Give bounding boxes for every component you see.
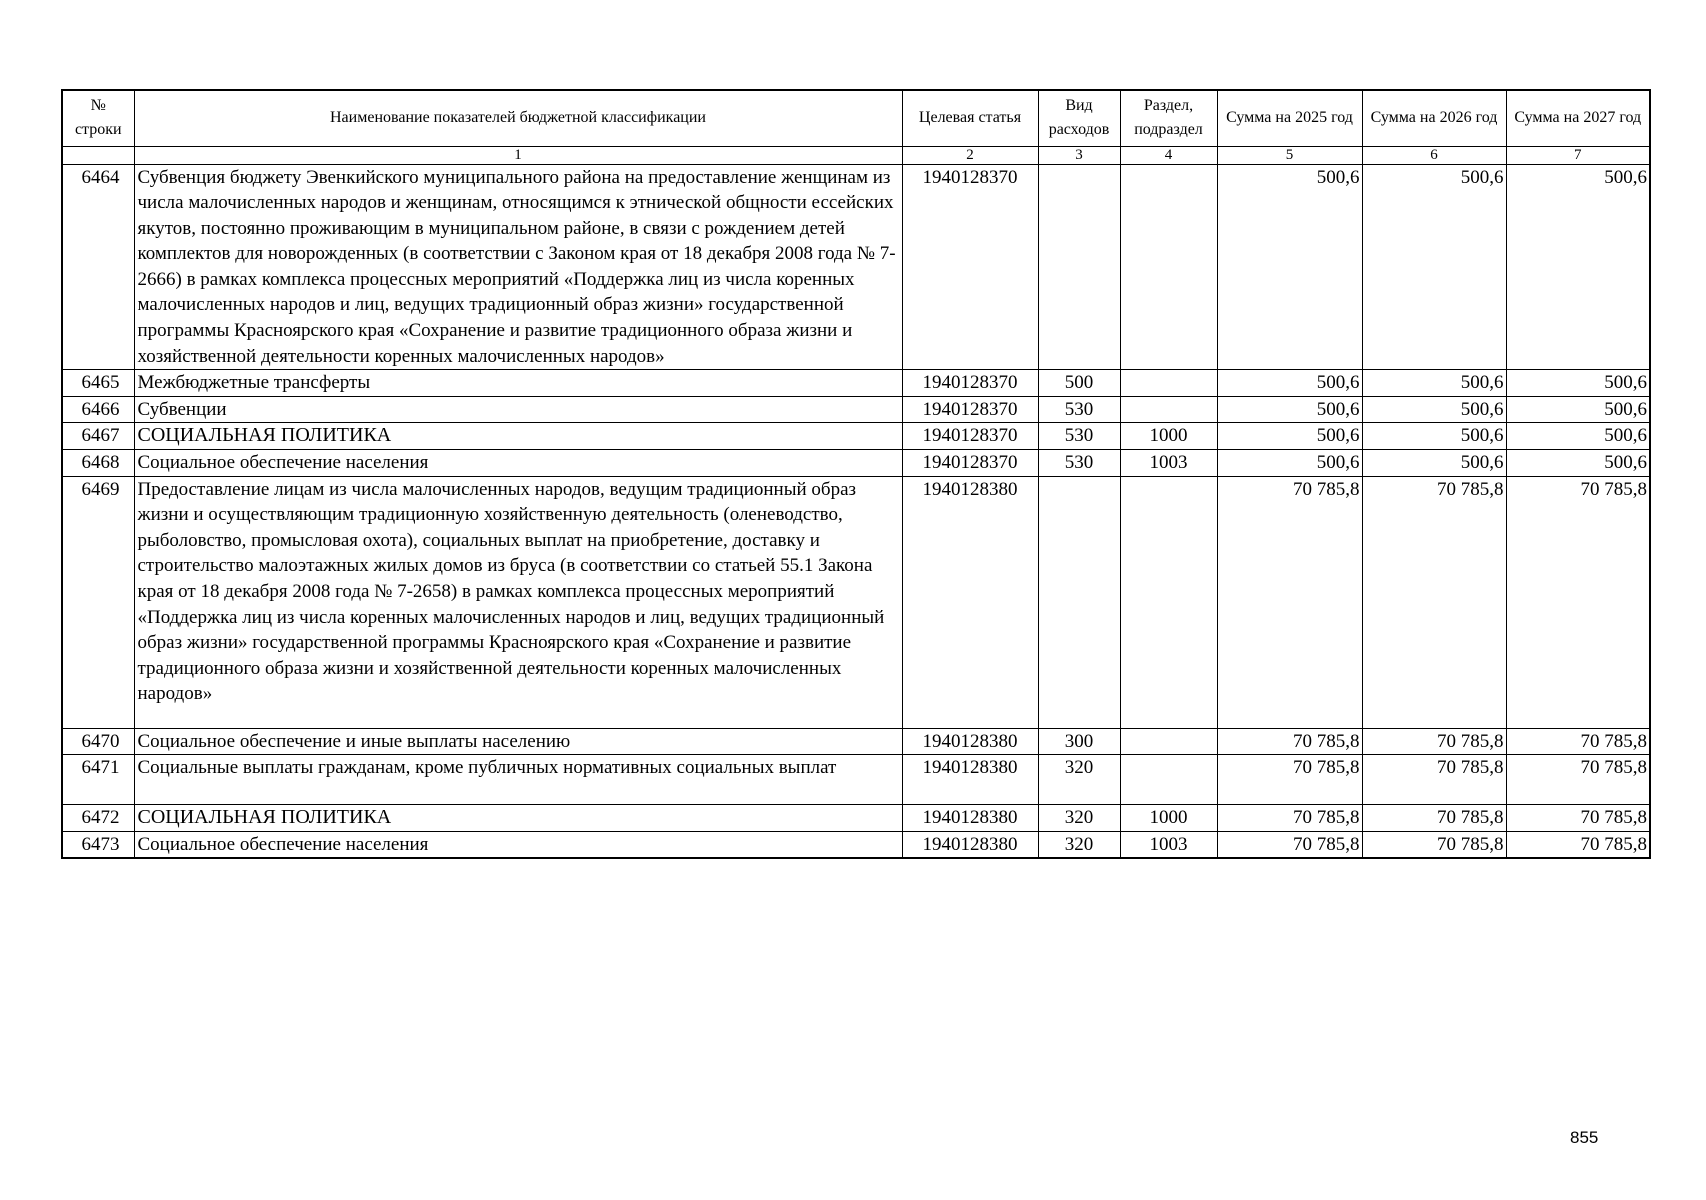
row-target: 1940128380 bbox=[902, 831, 1038, 858]
row-2026: 500,6 bbox=[1362, 164, 1506, 370]
row-number: 6465 bbox=[62, 370, 134, 397]
row-section: 1000 bbox=[1120, 805, 1217, 832]
budget-table bbox=[61, 89, 1651, 859]
header-row-no: № строки bbox=[62, 90, 134, 146]
row-2026: 500,6 bbox=[1362, 370, 1506, 397]
row-2026: 70 785,8 bbox=[1362, 805, 1506, 832]
row-2027: 500,6 bbox=[1506, 396, 1650, 423]
row-number: 6467 bbox=[62, 423, 134, 450]
col-number: 6 bbox=[1362, 146, 1506, 164]
row-target: 1940128370 bbox=[902, 370, 1038, 397]
row-type: 530 bbox=[1038, 396, 1120, 423]
row-number: 6468 bbox=[62, 450, 134, 477]
row-2025: 500,6 bbox=[1217, 396, 1362, 423]
header-row bbox=[62, 90, 1650, 146]
row-target: 1940128370 bbox=[902, 396, 1038, 423]
row-2027: 500,6 bbox=[1506, 423, 1650, 450]
col-number: 7 bbox=[1506, 146, 1650, 164]
row-2026: 500,6 bbox=[1362, 450, 1506, 477]
header-type: Вид расходов bbox=[1038, 90, 1120, 146]
col-number: 1 bbox=[134, 146, 902, 164]
header-target: Целевая статья bbox=[902, 90, 1038, 146]
row-target: 1940128380 bbox=[902, 476, 1038, 728]
row-type: 300 bbox=[1038, 728, 1120, 755]
row-2027: 500,6 bbox=[1506, 164, 1650, 370]
table-row bbox=[62, 805, 1650, 832]
row-name: СОЦИАЛЬНАЯ ПОЛИТИКА bbox=[134, 423, 902, 450]
row-type: 530 bbox=[1038, 423, 1120, 450]
row-2026: 70 785,8 bbox=[1362, 831, 1506, 858]
row-name: Субвенция бюджету Эвенкийского муниципального района на предоставление женщинам из числа малочисленных народов и женщинам, относящимся к этнической общности ессейских якутов, постоянно проживающим в муниципальном районе, в связи с рождением детей комплектов для новорожденных (в соответствии с Законом края от 18 декабря 2008 года № 7-2666) в рамках комплекса процессных мероприятий «Поддержка лиц из числа коренных малочисленных народов и лиц, ведущих традиционный образ жизни» государственной программы Красноярского края «Сохранение и развитие традиционного образа жизни и хозяйственной деятельности коренных малочисленных народов» bbox=[134, 164, 902, 370]
row-2027: 500,6 bbox=[1506, 450, 1650, 477]
row-type: 320 bbox=[1038, 805, 1120, 832]
row-number: 6466 bbox=[62, 396, 134, 423]
row-target: 1940128380 bbox=[902, 728, 1038, 755]
row-type: 500 bbox=[1038, 370, 1120, 397]
row-2027: 70 785,8 bbox=[1506, 831, 1650, 858]
row-name: Социальное обеспечение населения bbox=[134, 831, 902, 858]
table-row bbox=[62, 728, 1650, 755]
column-number-row bbox=[62, 146, 1650, 164]
row-2027: 70 785,8 bbox=[1506, 755, 1650, 805]
table-row bbox=[62, 755, 1650, 805]
row-type bbox=[1038, 476, 1120, 728]
row-number: 6471 bbox=[62, 755, 134, 805]
header-2027: Сумма на 2027 год bbox=[1506, 90, 1650, 146]
row-name: Социальное обеспечение населения bbox=[134, 450, 902, 477]
row-name: Социальное обеспечение и иные выплаты населению bbox=[134, 728, 902, 755]
row-2026: 70 785,8 bbox=[1362, 728, 1506, 755]
row-section bbox=[1120, 476, 1217, 728]
header-2026: Сумма на 2026 год bbox=[1362, 90, 1506, 146]
row-section bbox=[1120, 164, 1217, 370]
table-row bbox=[62, 164, 1650, 370]
row-section bbox=[1120, 370, 1217, 397]
header-section: Раздел, подраздел bbox=[1120, 90, 1217, 146]
row-number: 6464 bbox=[62, 164, 134, 370]
row-target: 1940128380 bbox=[902, 755, 1038, 805]
row-2025: 70 785,8 bbox=[1217, 755, 1362, 805]
row-target: 1940128370 bbox=[902, 423, 1038, 450]
row-number: 6469 bbox=[62, 476, 134, 728]
row-type bbox=[1038, 164, 1120, 370]
row-2026: 70 785,8 bbox=[1362, 755, 1506, 805]
row-2026: 70 785,8 bbox=[1362, 476, 1506, 728]
col-number: 5 bbox=[1217, 146, 1362, 164]
table-row bbox=[62, 476, 1650, 728]
row-section bbox=[1120, 396, 1217, 423]
header-name: Наименование показателей бюджетной классификации bbox=[134, 90, 902, 146]
row-2025: 500,6 bbox=[1217, 370, 1362, 397]
row-section: 1003 bbox=[1120, 831, 1217, 858]
row-target: 1940128370 bbox=[902, 164, 1038, 370]
row-2025: 500,6 bbox=[1217, 423, 1362, 450]
row-name: Межбюджетные трансферты bbox=[134, 370, 902, 397]
row-type: 530 bbox=[1038, 450, 1120, 477]
row-name: Социальные выплаты гражданам, кроме публичных нормативных социальных выплат bbox=[134, 755, 902, 805]
row-2025: 500,6 bbox=[1217, 164, 1362, 370]
page-number: 855 bbox=[1570, 1128, 1599, 1147]
row-2027: 500,6 bbox=[1506, 370, 1650, 397]
row-2027: 70 785,8 bbox=[1506, 805, 1650, 832]
row-2025: 500,6 bbox=[1217, 450, 1362, 477]
row-2025: 70 785,8 bbox=[1217, 805, 1362, 832]
row-section: 1003 bbox=[1120, 450, 1217, 477]
table-row bbox=[62, 396, 1650, 423]
row-2025: 70 785,8 bbox=[1217, 476, 1362, 728]
table-row bbox=[62, 423, 1650, 450]
row-name: Субвенции bbox=[134, 396, 902, 423]
row-2025: 70 785,8 bbox=[1217, 728, 1362, 755]
row-number: 6472 bbox=[62, 805, 134, 832]
row-type: 320 bbox=[1038, 831, 1120, 858]
row-type: 320 bbox=[1038, 755, 1120, 805]
table-row bbox=[62, 831, 1650, 858]
row-section: 1000 bbox=[1120, 423, 1217, 450]
row-2026: 500,6 bbox=[1362, 423, 1506, 450]
col-number: 2 bbox=[902, 146, 1038, 164]
col-number: 4 bbox=[1120, 146, 1217, 164]
row-name: Предоставление лицам из числа малочисленных народов, ведущим традиционный образ жизни и осуществляющим традиционную хозяйственную деятельность (оленеводство, рыболовство, промысловая охота), социальных выплат на приобретение, доставку и строительство малоэтажных жилых домов из бруса (в соответствии со статьей 55.1 Закона края от 18 декабря 2008 года № 7-2658) в рамках комплекса процессных мероприятий «Поддержка лиц из числа коренных малочисленных народов и лиц, ведущих традиционный образ жизни» государственной программы Красноярского края «Сохранение и развитие традиционного образа жизни и хозяйственной деятельности коренных малочисленных народов» bbox=[134, 476, 902, 728]
row-2025: 70 785,8 bbox=[1217, 831, 1362, 858]
table-row bbox=[62, 370, 1650, 397]
row-section bbox=[1120, 728, 1217, 755]
col-number: 3 bbox=[1038, 146, 1120, 164]
row-number: 6473 bbox=[62, 831, 134, 858]
row-2027: 70 785,8 bbox=[1506, 728, 1650, 755]
row-2026: 500,6 bbox=[1362, 396, 1506, 423]
row-name: СОЦИАЛЬНАЯ ПОЛИТИКА bbox=[134, 805, 902, 832]
row-target: 1940128370 bbox=[902, 450, 1038, 477]
col-number bbox=[62, 146, 134, 164]
row-number: 6470 bbox=[62, 728, 134, 755]
row-2027: 70 785,8 bbox=[1506, 476, 1650, 728]
row-target: 1940128380 bbox=[902, 805, 1038, 832]
header-2025: Сумма на 2025 год bbox=[1217, 90, 1362, 146]
table-row bbox=[62, 450, 1650, 477]
row-section bbox=[1120, 755, 1217, 805]
